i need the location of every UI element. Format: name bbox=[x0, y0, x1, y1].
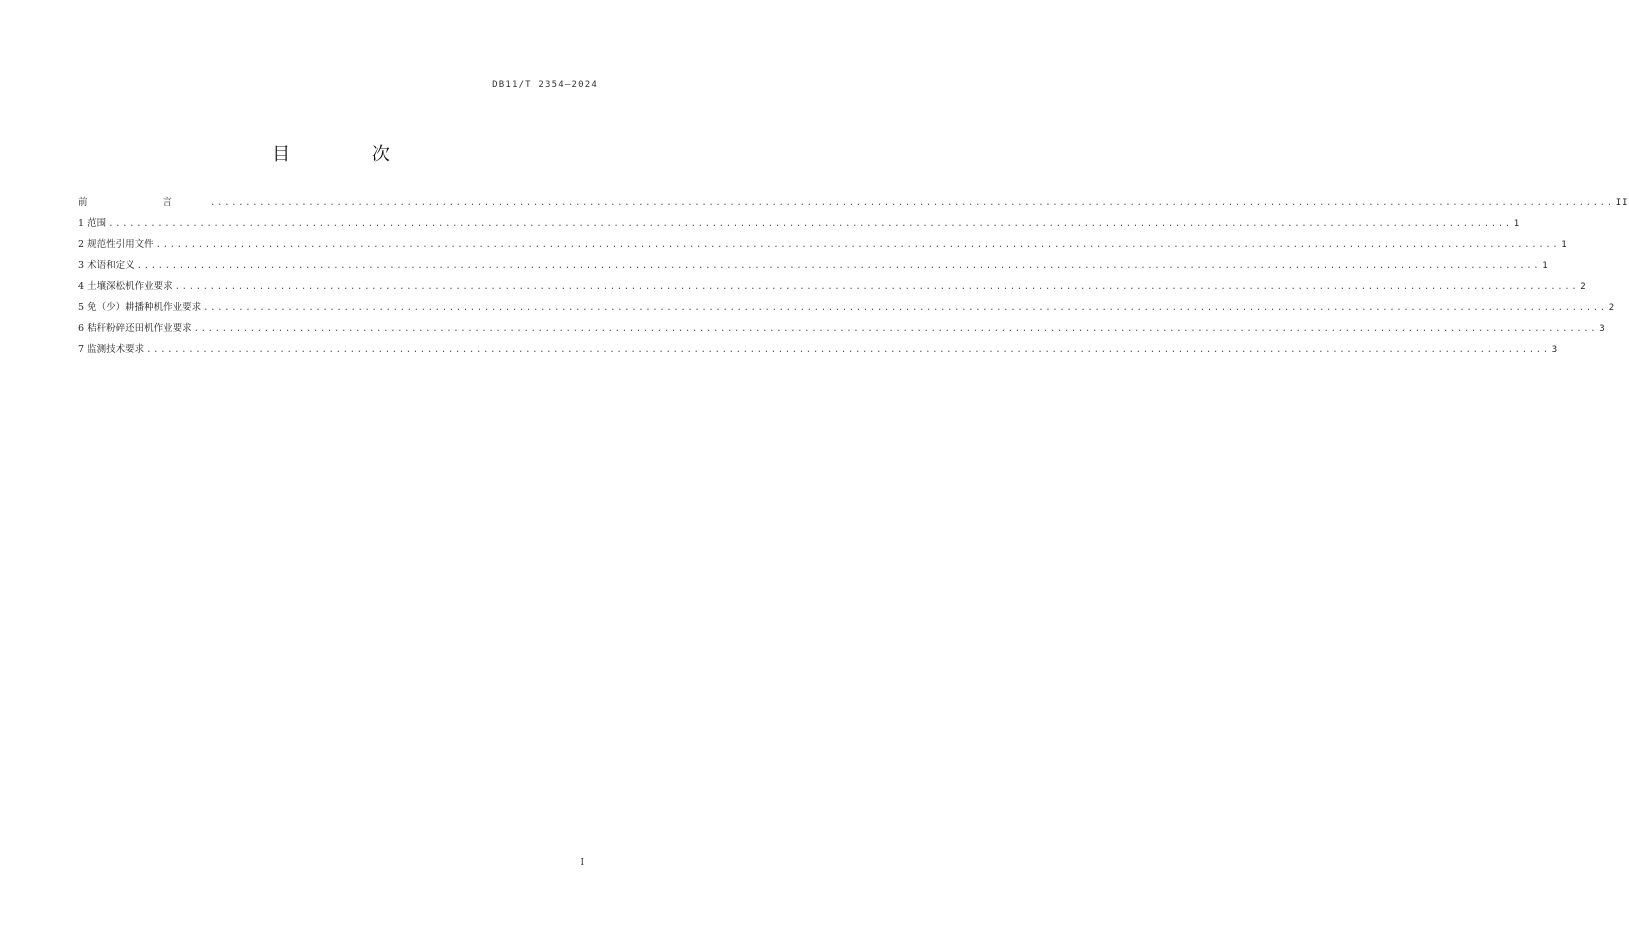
toc-entry-page: 2 bbox=[1580, 282, 1587, 292]
document-code: DB11/T 2354—2024 bbox=[492, 80, 598, 90]
toc-dot-leader: ........................................................................................................................................................................................................ bbox=[203, 303, 1607, 313]
table-of-contents bbox=[78, 196, 1629, 364]
toc-dot-leader: ........................................................................................................................................................................................................ bbox=[174, 282, 1579, 292]
toc-entry-label: 7 监测技术要求 bbox=[78, 344, 145, 355]
toc-entry-terms-definitions[interactable] bbox=[78, 259, 1549, 280]
page-number: I bbox=[580, 858, 584, 868]
toc-entry-page: 3 bbox=[1551, 345, 1559, 355]
toc-entry-page: II bbox=[1615, 198, 1629, 208]
toc-entry-foreword[interactable] bbox=[78, 196, 1629, 217]
toc-entry-label: 2 规范性引用文件 bbox=[78, 239, 154, 250]
toc-entry-page: 1 bbox=[1542, 261, 1549, 271]
toc-dot-leader: ........................................................................................................................................................................................................ bbox=[193, 324, 1598, 334]
toc-entry-normative-references[interactable] bbox=[78, 238, 1568, 259]
toc-entry-no-till-seeder-requirements[interactable] bbox=[78, 301, 1616, 322]
toc-dot-leader: ........................................................................................................................................................................................................ bbox=[136, 261, 1541, 271]
toc-entry-label: 1 范围 bbox=[78, 218, 107, 229]
toc-entry-label: 前 言 bbox=[78, 197, 209, 208]
toc-entry-label: 4 土壤深松机作业要求 bbox=[78, 281, 173, 292]
toc-entry-scope[interactable] bbox=[78, 217, 1521, 238]
toc-entry-page: 3 bbox=[1599, 324, 1606, 334]
toc-entry-page: 1 bbox=[1561, 240, 1568, 250]
toc-entry-label: 6 秸秆粉碎还田机作业要求 bbox=[78, 323, 192, 334]
toc-entry-label: 3 术语和定义 bbox=[78, 260, 135, 271]
toc-dot-leader: ........................................................................................................................................................................................................ bbox=[108, 219, 1512, 229]
page-title: 目 次 bbox=[272, 144, 428, 165]
toc-entry-subsoiler-requirements[interactable] bbox=[78, 280, 1587, 301]
toc-entry-monitoring-requirements[interactable] bbox=[78, 343, 1559, 364]
toc-entry-label: 5 免（少）耕播种机作业要求 bbox=[78, 302, 202, 313]
toc-dot-leader: ........................................................................................................................................................................................................ bbox=[210, 198, 1614, 208]
toc-entry-page: 2 bbox=[1608, 303, 1616, 313]
toc-entry-straw-crusher-requirements[interactable] bbox=[78, 322, 1606, 343]
toc-dot-leader: ........................................................................................................................................................................................................ bbox=[146, 345, 1550, 355]
toc-dot-leader: ........................................................................................................................................................................................................ bbox=[155, 240, 1560, 250]
toc-entry-page: 1 bbox=[1513, 219, 1521, 229]
